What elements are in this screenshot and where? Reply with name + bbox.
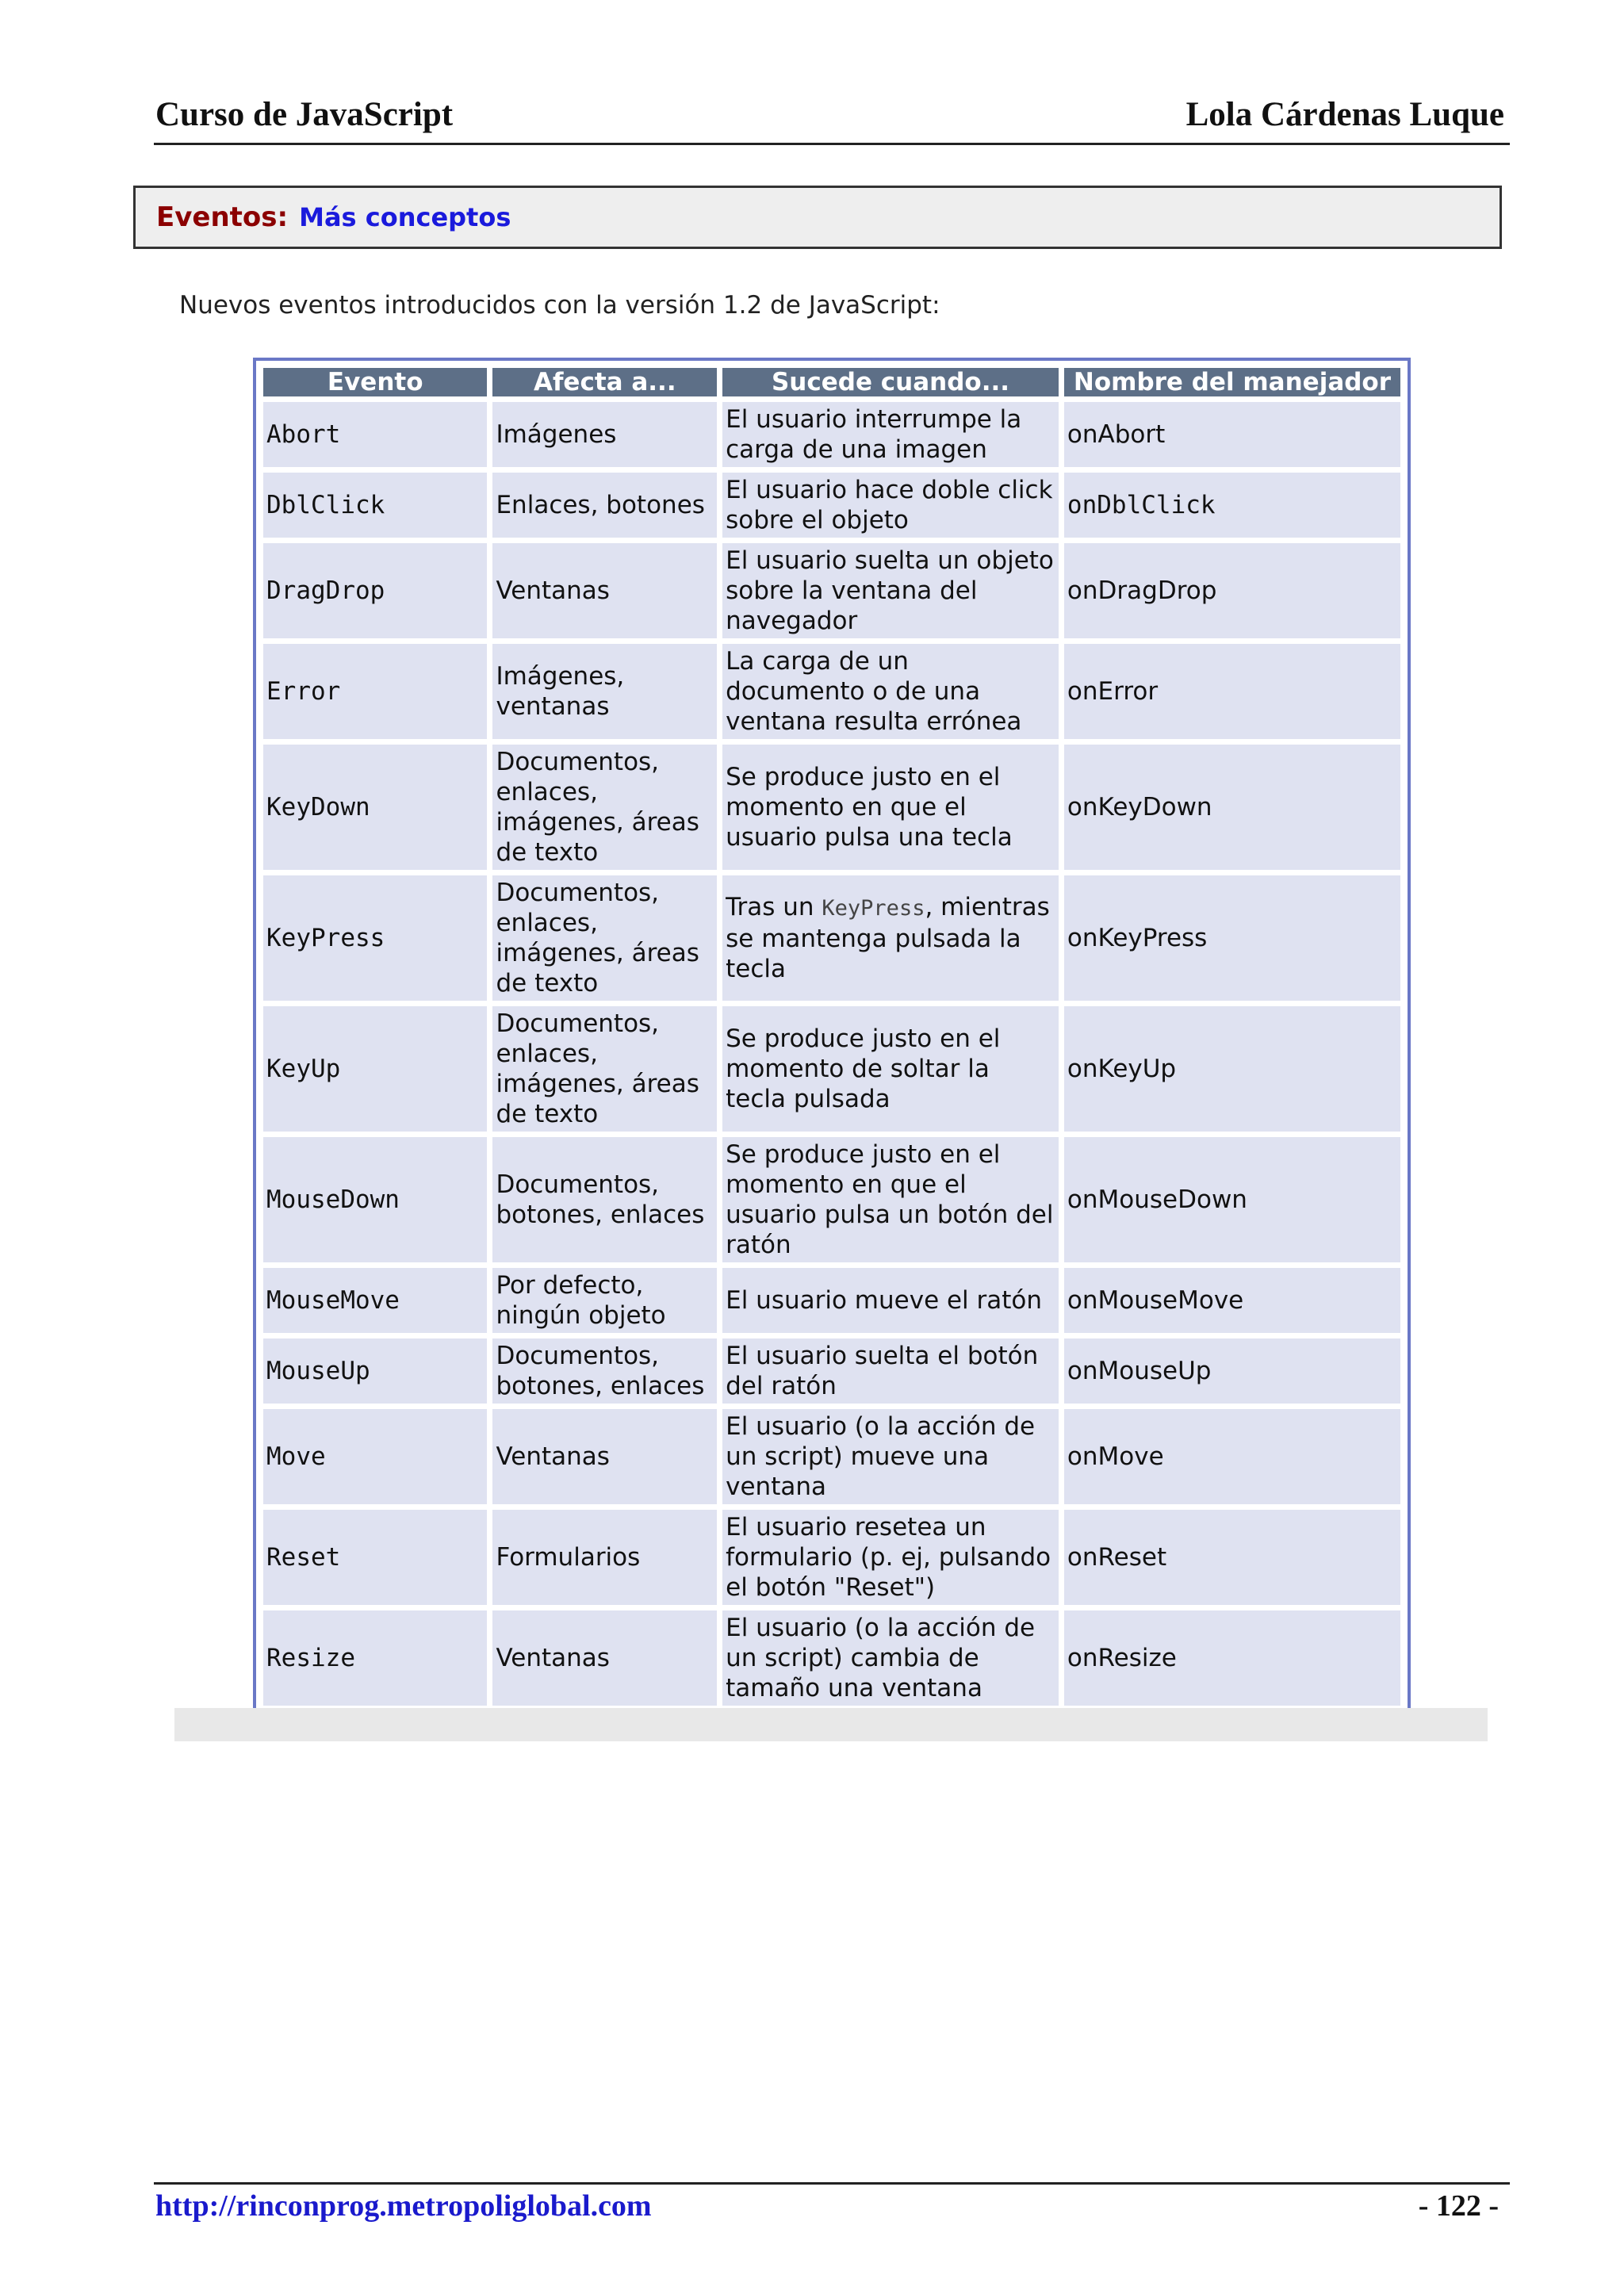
- cell-afecta: Documentos, enlaces, imágenes, áreas de texto: [492, 875, 717, 1001]
- cell-afecta: Documentos, enlaces, imágenes, áreas de texto: [492, 745, 717, 870]
- cell-sucede: Se produce justo en el momento en que el usuario pulsa un botón del ratón: [722, 1137, 1059, 1262]
- table-bottom-bar: [174, 1708, 1488, 1741]
- footer-url-link[interactable]: http://rinconprog.metropoliglobal.com: [155, 2189, 652, 2223]
- cell-afecta: Por defecto, ningún objeto: [492, 1268, 717, 1333]
- intro-paragraph: Nuevos eventos introducidos con la versión 1.2 de JavaScript:: [179, 291, 940, 320]
- table-row: [263, 1006, 1400, 1132]
- cell-sucede: [722, 875, 1059, 1001]
- table-header-row: [263, 368, 1400, 396]
- table-row: [263, 745, 1400, 870]
- cell-manejador: onMouseDown: [1064, 1137, 1400, 1262]
- section-subtitle: Más conceptos: [299, 202, 511, 232]
- cell-afecta: Documentos, botones, enlaces: [492, 1137, 717, 1262]
- cell-evento: DblClick: [263, 473, 487, 538]
- footer-rule: [154, 2182, 1510, 2185]
- cell-sucede: Se produce justo en el momento en que el usuario pulsa una tecla: [722, 745, 1059, 870]
- cell-afecta: Ventanas: [492, 1409, 717, 1504]
- table-row: [263, 1268, 1400, 1333]
- cell-sucede-post: , mientras se mantenga pulsada la tecla: [726, 893, 1050, 983]
- cell-afecta: Documentos, enlaces, imágenes, áreas de texto: [492, 1006, 717, 1132]
- cell-manejador: onDragDrop: [1064, 543, 1400, 638]
- table-row: [263, 1510, 1400, 1605]
- cell-sucede: El usuario hace doble click sobre el objeto: [722, 473, 1059, 538]
- cell-evento: MouseUp: [263, 1338, 487, 1404]
- cell-manejador: onReset: [1064, 1510, 1400, 1605]
- table-row: [263, 1137, 1400, 1262]
- cell-evento: KeyUp: [263, 1006, 487, 1132]
- header-rule: [154, 143, 1510, 145]
- cell-evento: MouseMove: [263, 1268, 487, 1333]
- cell-sucede: El usuario mueve el ratón: [722, 1268, 1059, 1333]
- author-name: Lola Cárdenas Luque: [1185, 96, 1504, 133]
- cell-manejador: onResize: [1064, 1610, 1400, 1706]
- cell-evento: KeyDown: [263, 745, 487, 870]
- cell-sucede: La carga de un documento o de una ventana resulta errónea: [722, 644, 1059, 739]
- cell-evento: Reset: [263, 1510, 487, 1605]
- table-row: [263, 875, 1400, 1001]
- cell-afecta: Imágenes: [492, 402, 717, 467]
- cell-manejador: onAbort: [1064, 402, 1400, 467]
- cell-sucede: Se produce justo en el momento de soltar la tecla pulsada: [722, 1006, 1059, 1132]
- cell-manejador: onError: [1064, 644, 1400, 739]
- cell-manejador: onMouseUp: [1064, 1338, 1400, 1404]
- cell-sucede: El usuario suelta un objeto sobre la ventana del navegador: [722, 543, 1059, 638]
- cell-sucede-code: KeyPress: [822, 896, 925, 921]
- cell-evento: Abort: [263, 402, 487, 467]
- course-title: Curso de JavaScript: [155, 96, 454, 133]
- cell-evento: Error: [263, 644, 487, 739]
- events-table: [258, 362, 1406, 1711]
- cell-sucede-pre: Tras un: [726, 893, 814, 921]
- cell-evento: DragDrop: [263, 543, 487, 638]
- cell-sucede: El usuario suelta el botón del ratón: [722, 1338, 1059, 1404]
- cell-afecta: Formularios: [492, 1510, 717, 1605]
- cell-manejador: onDblClick: [1064, 473, 1400, 538]
- cell-afecta: Ventanas: [492, 543, 717, 638]
- events-table-frame: [253, 358, 1411, 1713]
- cell-sucede: El usuario (o la acción de un script) mueve una ventana: [722, 1409, 1059, 1504]
- cell-manejador: onKeyPress: [1064, 875, 1400, 1001]
- cell-afecta: Enlaces, botones: [492, 473, 717, 538]
- cell-afecta: Imágenes, ventanas: [492, 644, 717, 739]
- cell-afecta: Ventanas: [492, 1610, 717, 1706]
- cell-evento: Resize: [263, 1610, 487, 1706]
- cell-sucede: El usuario interrumpe la carga de una imagen: [722, 402, 1059, 467]
- page-number: - 122 -: [1418, 2189, 1499, 2223]
- section-heading-box: [133, 186, 1502, 249]
- table-row: [263, 402, 1400, 467]
- table-row: [263, 1610, 1400, 1706]
- cell-manejador: onMove: [1064, 1409, 1400, 1504]
- cell-manejador: onKeyDown: [1064, 745, 1400, 870]
- header-manejador: Nombre del manejador: [1064, 368, 1400, 396]
- header-afecta: Afecta a...: [492, 368, 717, 396]
- cell-sucede: El usuario resetea un formulario (p. ej, pulsando el botón "Reset"): [722, 1510, 1059, 1605]
- table-row: [263, 543, 1400, 638]
- table-row: [263, 473, 1400, 538]
- cell-sucede: El usuario (o la acción de un script) cambia de tamaño una ventana: [722, 1610, 1059, 1706]
- cell-manejador: onKeyUp: [1064, 1006, 1400, 1132]
- header-sucede: Sucede cuando...: [722, 368, 1059, 396]
- section-title: Eventos:: [156, 201, 289, 233]
- cell-evento: KeyPress: [263, 875, 487, 1001]
- cell-evento: MouseDown: [263, 1137, 487, 1262]
- cell-manejador: onMouseMove: [1064, 1268, 1400, 1333]
- table-row: [263, 1338, 1400, 1404]
- header-evento: Evento: [263, 368, 487, 396]
- table-row: [263, 644, 1400, 739]
- table-row: [263, 1409, 1400, 1504]
- cell-evento: Move: [263, 1409, 487, 1504]
- cell-afecta: Documentos, botones, enlaces: [492, 1338, 717, 1404]
